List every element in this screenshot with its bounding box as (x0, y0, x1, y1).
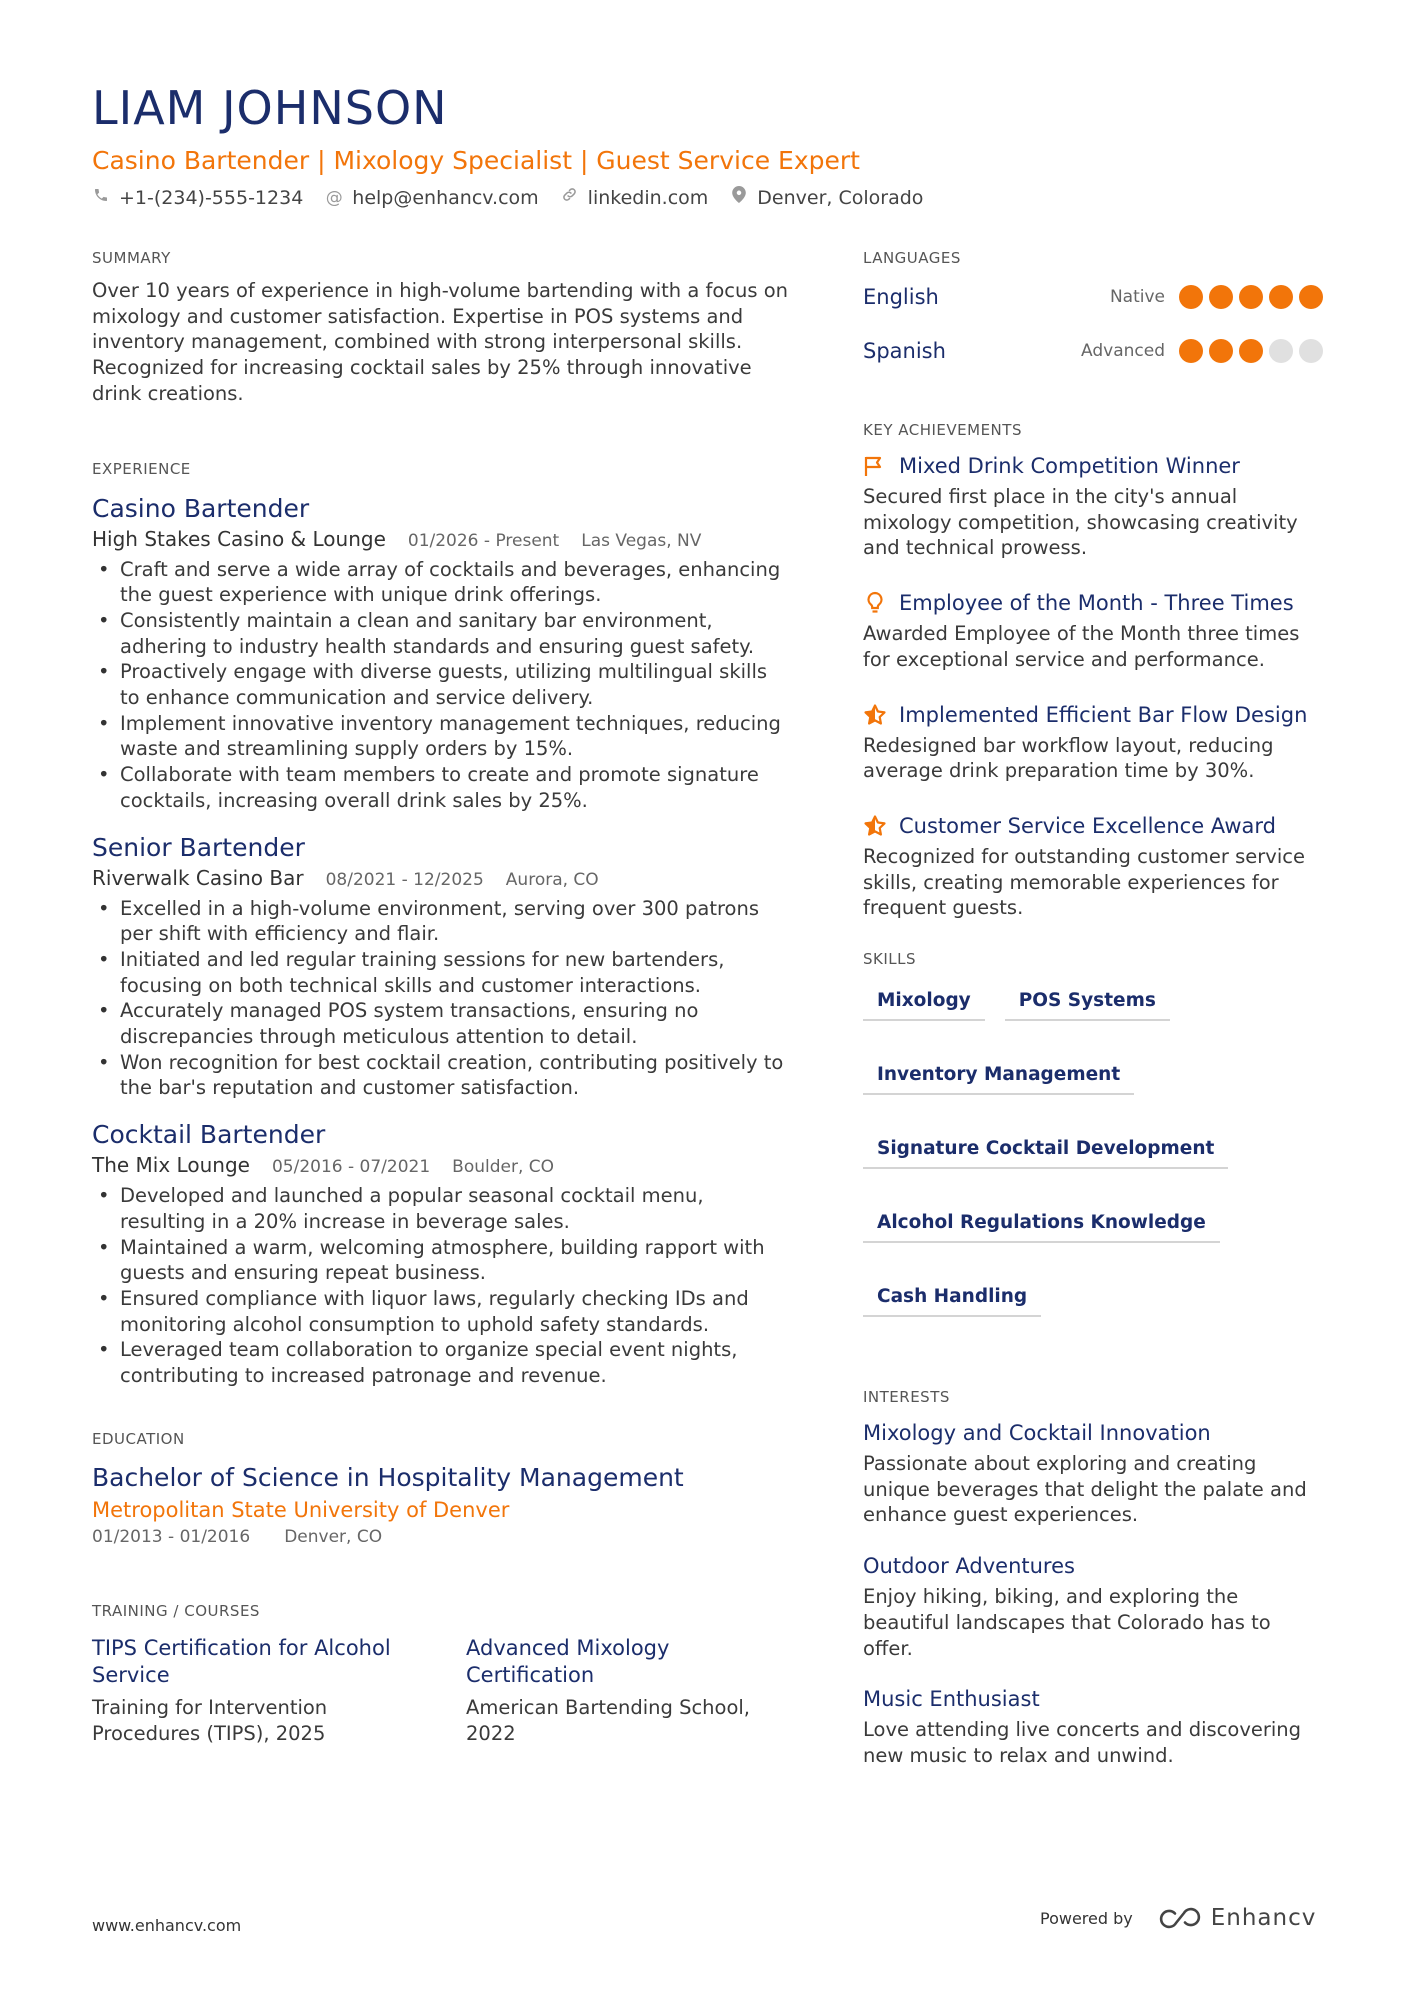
interest-item (863, 1685, 1323, 1768)
location-pin-icon (730, 184, 748, 212)
rating-dot-filled (1269, 285, 1293, 309)
job-location: Aurora, CO (505, 869, 599, 890)
bullet-item: • Collaborate with team members to create and promote signature cocktails, increasing overall drink sales by 25%. (92, 762, 792, 813)
achievement-title: Implemented Efficient Bar Flow Design (899, 702, 1308, 727)
rating-dot-filled (1209, 339, 1233, 363)
link-icon (561, 184, 579, 212)
at-icon: @ (325, 188, 343, 208)
job-date: 08/2021 - 12/2025 (325, 869, 484, 890)
interests-section (863, 1387, 1323, 1769)
rating-dot-filled (1179, 339, 1203, 363)
contact-phone[interactable] (92, 184, 303, 212)
language-row (863, 324, 1323, 378)
experience-section (92, 459, 792, 1389)
interest-item (863, 1552, 1323, 1661)
enhancv-logo-icon (1155, 1906, 1201, 1930)
achievement-title: Employee of the Month - Three Times (899, 591, 1294, 616)
education-location: Denver, CO (284, 1526, 383, 1547)
skills-list (863, 983, 1323, 1317)
job-location: Boulder, CO (452, 1157, 555, 1178)
contact-row (92, 184, 1322, 212)
language-name: English (863, 285, 939, 309)
education-school: Metropolitan State University of Denver (92, 1497, 510, 1522)
education-meta (92, 1525, 792, 1549)
interest-desc: Passionate about exploring and creating unique beverages that delight the palate and enhance guest experiences. (863, 1452, 1307, 1527)
achievement-desc: Recognized for outstanding customer service skills, creating memorable experiences for frequent guests. (863, 844, 1305, 920)
bullet-item: • Won recognition for best cocktail creation, contributing positively to the bar's reputation and customer satisfaction. (92, 1050, 792, 1101)
achievement-title: Customer Service Excellence Award (899, 813, 1276, 838)
course-title: Advanced Mixology Certification (466, 1635, 670, 1687)
course-desc: Training for Intervention Procedures (TIPS), 2025 (92, 1695, 328, 1745)
course-title: TIPS Certification for Alcohol Service (92, 1635, 391, 1687)
bullet-item: • Proactively engage with diverse guests, utilizing multilingual skills to enhance communication and service delivery. (92, 659, 792, 710)
course-list (92, 1635, 792, 1746)
rating-dot-empty (1269, 339, 1293, 363)
contact-email[interactable] (325, 184, 538, 212)
interest-title: Music Enthusiast (863, 1687, 1040, 1712)
job-bullets (92, 1183, 792, 1389)
location-text: Denver, Colorado (757, 187, 924, 209)
skill-tag: Cash Handling (863, 1279, 1041, 1317)
contact-location (730, 184, 923, 212)
interest-title: Mixology and Cocktail Innovation (863, 1421, 1211, 1446)
candidate-tagline: Casino Bartender | Mixology Specialist | Guest Service Expert (92, 146, 860, 175)
right-column (863, 248, 1323, 1793)
skills-section (863, 949, 1323, 1317)
job-company: High Stakes Casino & Lounge (92, 526, 386, 551)
education-section (92, 1429, 792, 1549)
flag-icon (863, 454, 887, 478)
language-rating (1179, 339, 1323, 363)
interest-item (863, 1419, 1323, 1528)
job-location: Las Vegas, NV (581, 530, 702, 551)
summary-heading: SUMMARY (92, 249, 171, 267)
star-icon (863, 814, 887, 838)
bullet-item: • Leveraged team collaboration to organize special event nights, contributing to increased patronage and revenue. (92, 1337, 792, 1388)
achievement-header (863, 701, 1323, 729)
left-column (92, 248, 792, 1746)
interest-desc: Love attending live concerts and discovering new music to relax and unwind. (863, 1718, 1302, 1767)
skill-tag: POS Systems (1005, 983, 1170, 1021)
course-item (466, 1635, 766, 1746)
achievement-item (863, 589, 1323, 672)
rating-dot-filled (1239, 285, 1263, 309)
achievement-item (863, 812, 1323, 921)
achievement-title: Mixed Drink Competition Winner (899, 454, 1240, 478)
footer-website[interactable]: www.enhancv.com (92, 1916, 242, 1935)
footer-branding (1040, 1905, 1316, 1931)
education-degree: Bachelor of Science in Hospitality Management (92, 1462, 684, 1492)
email-text: help@enhancv.com (352, 187, 539, 209)
experience-heading: EXPERIENCE (92, 459, 191, 478)
achievement-header (863, 452, 1323, 480)
achievement-desc: Redesigned bar workflow layout, reducing average drink preparation time by 30%. (863, 733, 1274, 783)
course-desc: American Bartending School, 2022 (466, 1695, 751, 1745)
interest-title: Outdoor Adventures (863, 1554, 1075, 1579)
education-heading: EDUCATION (92, 1429, 185, 1448)
job-title: Senior Bartender (92, 832, 305, 862)
languages-heading: LANGUAGES (863, 249, 961, 267)
training-heading: TRAINING / COURSES (92, 1601, 260, 1620)
rating-dot-filled (1209, 285, 1233, 309)
job-meta (92, 864, 792, 894)
job-company: Riverwalk Casino Bar (92, 865, 304, 890)
lightbulb-icon (863, 591, 887, 615)
achievement-item (863, 452, 1323, 561)
achievements-heading: KEY ACHIEVEMENTS (863, 421, 1022, 439)
linkedin-text: linkedin.com (587, 187, 709, 209)
bullet-item: • Implement innovative inventory management techniques, reducing waste and streamlining supply orders by 15%. (92, 711, 792, 762)
rating-dot-empty (1299, 339, 1323, 363)
bullet-item: • Craft and serve a wide array of cocktails and beverages, enhancing the guest experience with unique drink offerings. (92, 557, 792, 608)
resume-header (92, 80, 1322, 212)
education-date: 01/2013 - 01/2016 (92, 1526, 251, 1547)
summary-text: Over 10 years of experience in high-volume bartending with a focus on mixology and customer satisfaction. Expertise in POS systems and inventory management, combined with strong interpersonal skills. Recognized for increasing cocktail sales by 25% through innovative drink creations. (92, 279, 789, 405)
job-date: 01/2026 - Present (407, 530, 560, 551)
bullet-item: • Developed and launched a popular seasonal cocktail menu, resulting in a 20% increase in beverage sales. (92, 1183, 792, 1234)
skills-heading: SKILLS (863, 950, 917, 969)
bullet-item: • Maintained a warm, welcoming atmosphere, building rapport with guests and ensuring repeat business. (92, 1235, 792, 1286)
skill-tag: Inventory Management (863, 1057, 1134, 1095)
job-bullets (92, 557, 792, 814)
job-entry (92, 832, 792, 1102)
job-title: Cocktail Bartender (92, 1120, 326, 1150)
skill-tag: Mixology (863, 983, 985, 1021)
skill-tag: Signature Cocktail Development (863, 1131, 1228, 1169)
job-bullets (92, 896, 792, 1102)
course-item (92, 1635, 392, 1746)
job-entry (92, 1119, 792, 1389)
job-meta (92, 525, 792, 555)
language-row (863, 270, 1323, 324)
language-level: Advanced (1081, 341, 1165, 361)
achievement-desc: Awarded Employee of the Month three times for exceptional service and performance. (863, 622, 1300, 671)
job-company: The Mix Lounge (92, 1153, 250, 1178)
job-title: Casino Bartender (92, 493, 310, 523)
summary-section (92, 248, 792, 407)
powered-by-text: Powered by (1040, 1908, 1133, 1928)
training-section (92, 1601, 792, 1746)
rating-dot-filled (1239, 339, 1263, 363)
languages-section (863, 248, 1323, 378)
skill-tag: Alcohol Regulations Knowledge (863, 1205, 1220, 1243)
achievement-item (863, 701, 1323, 784)
bullet-item: • Ensured compliance with liquor laws, regularly checking IDs and monitoring alcohol consumption to uphold safety standards. (92, 1286, 792, 1337)
language-name: Spanish (863, 339, 946, 363)
language-rating (1179, 285, 1323, 309)
bullet-item: • Accurately managed POS system transactions, ensuring no discrepancies through meticulous attention to detail. (92, 998, 792, 1049)
bullet-item: • Consistently maintain a clean and sanitary bar environment, adhering to industry health standards and ensuring guest safety. (92, 608, 792, 659)
achievement-header (863, 812, 1323, 840)
bullet-item: • Initiated and led regular training sessions for new bartenders, focusing on both technical skills and customer interactions. (92, 947, 792, 998)
job-meta (92, 1151, 792, 1181)
interest-desc: Enjoy hiking, biking, and exploring the beautiful landscapes that Colorado has to offer. (863, 1585, 1271, 1660)
interests-heading: INTERESTS (863, 1388, 950, 1407)
achievements-section (863, 420, 1323, 921)
candidate-name: LIAM JOHNSON (92, 81, 448, 135)
phone-icon (92, 184, 110, 212)
achievement-desc: Secured first place in the city's annual mixology competition, showcasing creativity and technical prowess. (863, 485, 1298, 560)
brand-name: Enhancv (1210, 1905, 1317, 1931)
rating-dot-filled (1299, 285, 1323, 309)
language-level: Native (1109, 287, 1165, 307)
contact-linkedin[interactable] (561, 184, 709, 212)
achievement-header (863, 589, 1323, 617)
enhancv-logo[interactable] (1155, 1905, 1317, 1931)
job-entry (92, 493, 792, 814)
rating-dot-filled (1179, 285, 1203, 309)
job-date: 05/2016 - 07/2021 (271, 1157, 431, 1178)
phone-text: +1-(234)-555-1234 (119, 187, 304, 209)
bullet-item: • Excelled in a high-volume environment, serving over 300 patrons per shift with efficiency and flair. (92, 896, 792, 947)
star-icon (863, 703, 887, 727)
